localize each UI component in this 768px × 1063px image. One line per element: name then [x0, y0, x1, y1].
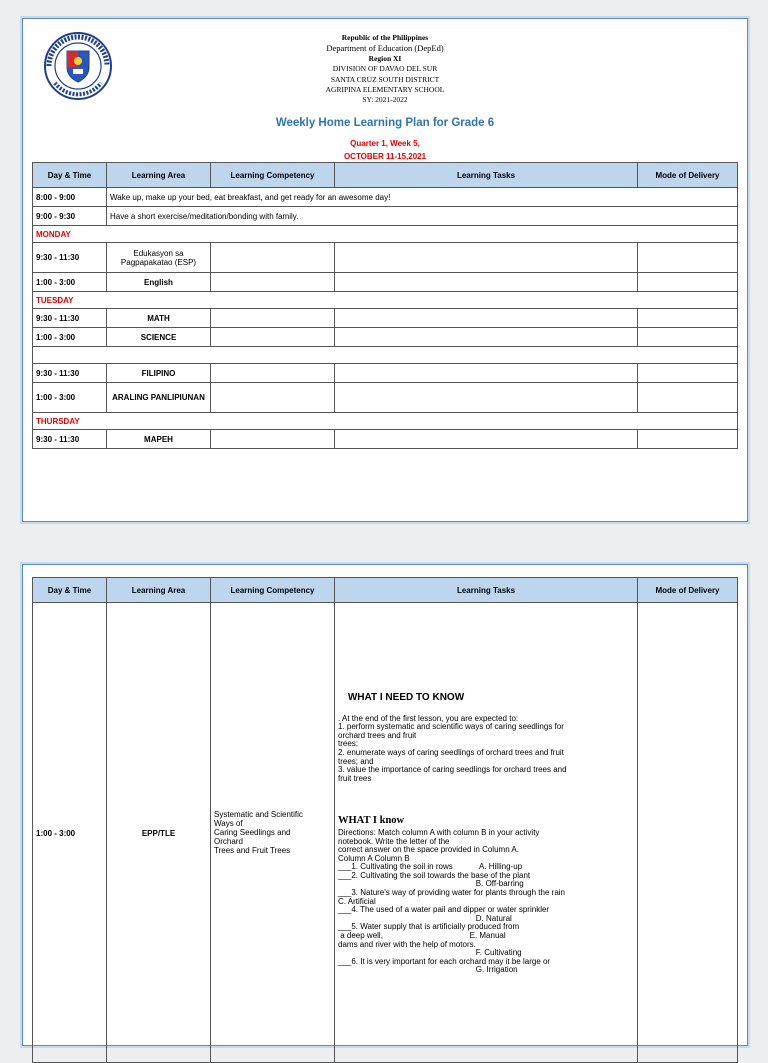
know-line: correct answer on the space provided in Column A. — [338, 845, 519, 855]
competency-line: Systematic and Scientific — [214, 810, 303, 819]
header-school: AGRIPINA ELEMENTARY SCHOOL — [325, 85, 445, 95]
row-tasks — [335, 309, 638, 328]
know-line: Column A Column B — [338, 853, 410, 863]
day-label: THURSDAY — [33, 413, 738, 430]
need-line: 2. enumerate ways of caring seedlings of orchard trees and fruit — [338, 747, 564, 757]
day-row-thursday — [33, 413, 738, 430]
competency-line: Orchard — [214, 837, 243, 846]
page-1 — [22, 18, 748, 522]
table-row — [33, 364, 738, 383]
schedule-table — [32, 162, 738, 449]
row-mode — [638, 328, 738, 347]
col-day-time: Day & Time — [33, 163, 107, 188]
day-label: MONDAY — [33, 226, 738, 243]
know-line: notebook. Write the letter of the — [338, 836, 450, 846]
need-line: trees; — [338, 739, 359, 749]
table-row — [33, 207, 738, 226]
need-line: trees; and — [338, 756, 374, 766]
row-competency — [211, 328, 335, 347]
table-row — [33, 603, 738, 1063]
table-row — [33, 430, 738, 449]
day-label: TUESDAY — [33, 292, 738, 309]
col-learning-tasks: Learning Tasks — [335, 578, 638, 603]
date-range: OCTOBER 11-15,2021 — [343, 152, 427, 161]
table-row — [33, 243, 738, 273]
header-school-year: SY: 2021-2022 — [362, 95, 408, 105]
need-line: orchard trees and fruit — [338, 730, 417, 740]
row-area: MAPEH — [107, 430, 211, 449]
row-tasks — [335, 364, 638, 383]
header-republic: Republic of the Philippines — [341, 33, 429, 42]
know-line: ___2. Cultivating the soil towards the base of the plant — [338, 870, 531, 880]
need-line: fruit trees — [338, 773, 372, 783]
row-time: 9:00 - 9:30 — [33, 207, 107, 226]
row-area: English — [107, 273, 211, 292]
row-time: 9:30 - 11:30 — [33, 364, 107, 383]
page-2 — [22, 564, 748, 1046]
row-area: EPP/TLE — [107, 603, 211, 1063]
row-area: FILIPINO — [107, 364, 211, 383]
know-line: F. Cultivating — [338, 948, 522, 958]
col-learning-competency: Learning Competency — [211, 163, 335, 188]
know-line: B. Off-barring — [338, 879, 524, 889]
row-time: 1:00 - 3:00 — [33, 603, 107, 1063]
know-line: ___5. Water supply that is artificially produced from — [338, 922, 520, 932]
competency-line: Trees and Fruit Trees — [214, 846, 291, 855]
quarter-info — [23, 137, 747, 163]
know-line: ___1. Cultivating the soil in rows A. Hilling-up — [338, 862, 523, 872]
table-row — [33, 309, 738, 328]
row-tasks — [335, 383, 638, 413]
row-time: 1:00 - 3:00 — [33, 328, 107, 347]
plan-title: Weekly Home Learning Plan for Grade 6 — [275, 117, 495, 129]
row-routine-text: Have a short exercise/meditation/bonding with family. — [107, 207, 738, 226]
know-line: D. Natural — [338, 913, 512, 923]
day-label-empty — [33, 347, 738, 364]
table-row — [33, 383, 738, 413]
table-header-row — [33, 578, 738, 603]
row-competency — [211, 243, 335, 273]
table-row — [33, 328, 738, 347]
what-i-know-heading: WHAT I know — [338, 815, 405, 827]
row-tasks — [335, 328, 638, 347]
know-line: ___6. It is very important for each orchard may it be large or — [338, 956, 551, 966]
day-row-monday — [33, 226, 738, 243]
need-line: 1. perform systematic and scientific ways of caring seedlings for — [338, 722, 564, 732]
table-header-row — [33, 163, 738, 188]
col-learning-tasks: Learning Tasks — [335, 163, 638, 188]
know-line: ___3. Nature's way of providing water for plants through the rain — [338, 888, 565, 898]
row-routine-text: Wake up, make up your bed, eat breakfast, and get ready for an awesome day! — [107, 188, 738, 207]
header-lines — [23, 33, 747, 106]
quarter-week: Quarter 1, Week 5, — [350, 139, 420, 148]
row-competency — [211, 603, 335, 1063]
know-line: ___4. The used of a water pail and dipper or water sprinkler — [338, 905, 550, 915]
row-time: 9:30 - 11:30 — [33, 309, 107, 328]
col-learning-competency: Learning Competency — [211, 578, 335, 603]
row-time: 1:00 - 3:00 — [33, 273, 107, 292]
row-tasks — [335, 603, 638, 1063]
table-row — [33, 188, 738, 207]
what-i-need-to-know-heading: WHAT I NEED TO KNOW — [347, 691, 465, 703]
col-mode-of-delivery: Mode of Delivery — [638, 578, 738, 603]
know-line: G. Irrigation — [338, 965, 518, 975]
col-mode-of-delivery: Mode of Delivery — [638, 163, 738, 188]
row-area: MATH — [107, 309, 211, 328]
need-line: . At the end of the first lesson, you are expected to: — [338, 713, 519, 723]
row-mode — [638, 603, 738, 1063]
row-mode — [638, 309, 738, 328]
competency-line: Caring Seedlings and — [214, 828, 291, 837]
header-region: Region XI — [368, 53, 402, 63]
col-learning-area: Learning Area — [107, 163, 211, 188]
row-mode — [638, 364, 738, 383]
header-district: SANTA CRUZ SOUTH DISTRICT — [330, 74, 440, 84]
row-time: 9:30 - 11:30 — [33, 430, 107, 449]
row-competency — [211, 309, 335, 328]
know-line: dams and river with the help of motors. — [338, 939, 476, 949]
row-mode — [638, 383, 738, 413]
col-day-time: Day & Time — [33, 578, 107, 603]
row-area: SCIENCE — [107, 328, 211, 347]
row-mode — [638, 273, 738, 292]
table-row — [33, 273, 738, 292]
know-line: C. Artificial — [338, 896, 376, 906]
row-tasks — [335, 273, 638, 292]
know-line: a deep well, E. Manual — [338, 931, 506, 941]
know-line: Directions: Match column A with column B in your activity — [338, 827, 540, 837]
header-department: Department of Education (DepEd) — [326, 43, 444, 54]
row-tasks — [335, 243, 638, 273]
row-time: 9:30 - 11:30 — [33, 243, 107, 273]
need-line: 3. value the importance of caring seedlings for orchard trees and — [338, 765, 567, 775]
row-area: Edukasyon sa Pagpapakatao (ESP) — [107, 243, 211, 273]
row-competency — [211, 273, 335, 292]
competency-line: Ways of — [214, 819, 243, 828]
row-competency — [211, 364, 335, 383]
day-row-tuesday — [33, 292, 738, 309]
row-time: 8:00 - 9:00 — [33, 188, 107, 207]
col-learning-area: Learning Area — [107, 578, 211, 603]
row-mode — [638, 243, 738, 273]
row-tasks — [335, 430, 638, 449]
row-time: 1:00 - 3:00 — [33, 383, 107, 413]
row-mode — [638, 430, 738, 449]
row-competency — [211, 383, 335, 413]
row-competency — [211, 430, 335, 449]
epp-table — [32, 577, 738, 1063]
document-header — [23, 19, 747, 163]
header-division: DIVISION OF DAVAO DEL SUR — [332, 64, 438, 74]
row-area: ARALING PANLIPIUNAN — [107, 383, 211, 413]
day-row-blank — [33, 347, 738, 364]
